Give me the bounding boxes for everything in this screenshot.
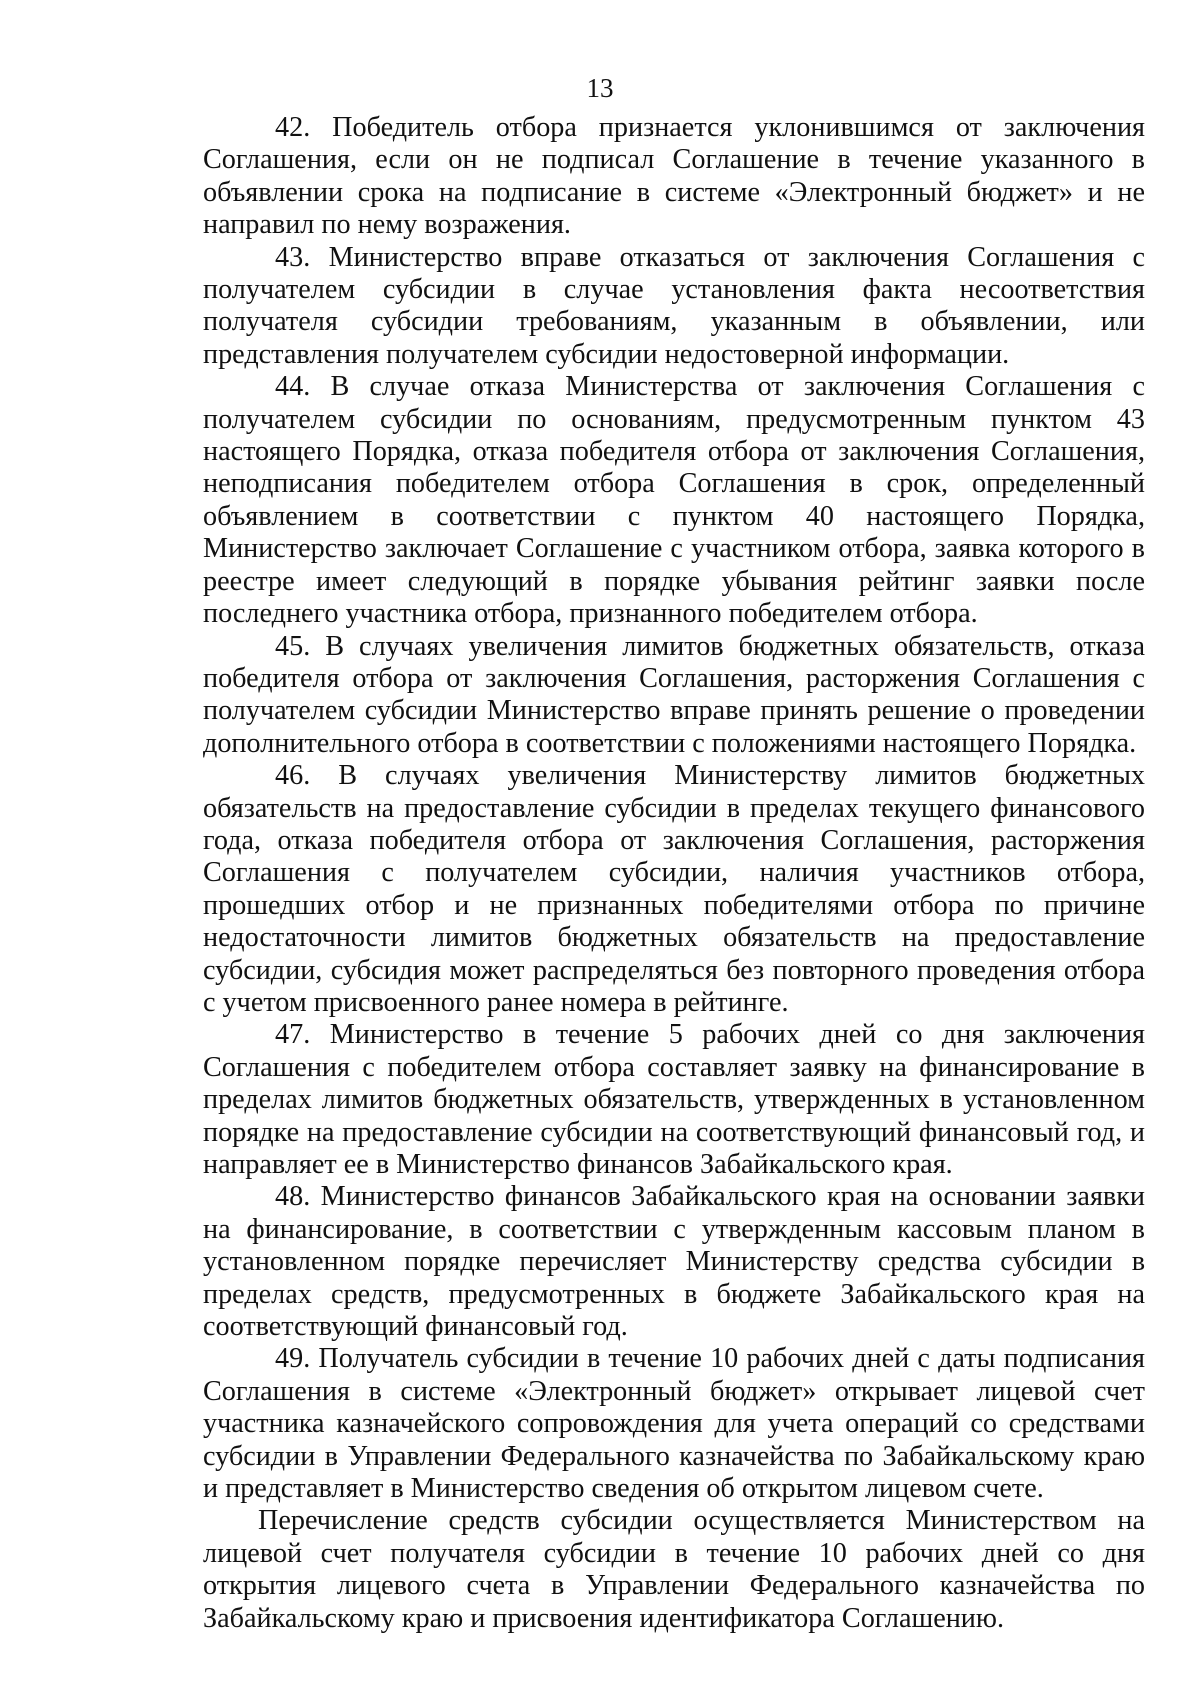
paragraph-47 bbox=[203, 1019, 1145, 1181]
paragraph-text: Победитель отбора признается уклонившимся от заключения Соглашения, если он не подписал Соглашение в течение указанного в объявлении срока на подписание в системе «Электронный бюджет» и не направил по нему возражения. bbox=[203, 112, 1145, 241]
paragraph-text: В случае отказа Министерства от заключения Соглашения с получателем субсидии по основаниям, предусмотренным пунктом 43 настоящего Порядка, отказа победителя отбора от заключения Соглашения, неподписания победителем отбора Соглашения в срок, определенный объявлением в соответствии с пунктом 40 настоящего Порядка, Министерство заключает Соглашение с участником отбора, заявка которого в реестре имеет следующий в порядке убывания рейтинг заявки после последнего участника отбора, признанного победителем отбора. bbox=[203, 371, 1145, 630]
document-body bbox=[203, 112, 1145, 1635]
paragraph-number: 49. bbox=[275, 1343, 311, 1375]
paragraph-42 bbox=[203, 112, 1145, 242]
paragraph-text: В случаях увеличения лимитов бюджетных обязательств, отказа победителя отбора от заключения Соглашения, расторжения Соглашения с получателем субсидии Министерство вправе принять решение о проведении дополнительного отбора в соответствии с положениями настоящего Порядка. bbox=[203, 630, 1145, 759]
paragraph-number: 46. bbox=[275, 760, 311, 792]
paragraph-46 bbox=[203, 760, 1145, 1019]
page-number: 13 bbox=[586, 73, 614, 103]
paragraph-number: 45. bbox=[275, 630, 311, 662]
paragraph-number: 43. bbox=[275, 241, 311, 273]
paragraph-number: 44. bbox=[275, 371, 311, 403]
paragraph-text: В случаях увеличения Министерству лимитов бюджетных обязательств на предоставление субсидии в пределах текущего финансового года, отказа победителя отбора от заключения Соглашения, расторжения Соглашения с получателем субсидии, наличия участников отбора, прошедших отбор и не признанных победителями отбора по причине недостаточности лимитов бюджетных обязательств на предоставление субсидии, субсидия может распределяться без повторного проведения отбора с учетом присвоенного ранее номера в рейтинге. bbox=[203, 760, 1146, 1018]
paragraph-text: Министерство вправе отказаться от заключения Соглашения с получателем субсидии в случае установления факта несоответствия получателя субсидии требованиям, указанным в объявлении, или представления получателем субсидии недостоверной информации. bbox=[203, 241, 1146, 370]
paragraph-number: 42. bbox=[275, 112, 311, 143]
paragraph-45 bbox=[203, 631, 1145, 761]
paragraph-text: Министерство финансов Забайкальского края на основании заявки на финансирование, в соответствии с утвержденным кассовым планом в установленном порядке перечисляет Министерству средства субсидии в пределах средств, предусмотренных в бюджете Забайкальского края на соответствующий финансовый год. bbox=[203, 1181, 1145, 1343]
paragraph-49 bbox=[203, 1343, 1145, 1505]
paragraph-text: Получатель субсидии в течение 10 рабочих дней с даты подписания Соглашения в системе «Электронный бюджет» открывает лицевой счет участника казначейского сопровождения для учета операций со средствами субсидии в Управлении Федерального казначейства по Забайкальскому краю и представляет в Министерство сведения об открытом лицевом счете. bbox=[203, 1343, 1145, 1505]
paragraph-transfer bbox=[203, 1505, 1145, 1635]
paragraph-43 bbox=[203, 242, 1145, 372]
paragraph-48 bbox=[203, 1181, 1145, 1343]
paragraph-text: Перечисление средств субсидии осуществляется Министерством на лицевой счет получателя субсидии в течение 10 рабочих дней со дня открытия лицевого счета в Управлении Федерального казначейства по Забайкальскому краю и присвоения идентификатора Соглашению. bbox=[203, 1505, 1145, 1634]
paragraph-number: 47. bbox=[275, 1019, 311, 1051]
paragraph-number: 48. bbox=[275, 1181, 311, 1213]
paragraph-text: Министерство в течение 5 рабочих дней со дня заключения Соглашения с победителем отбора составляет заявку на финансирование в пределах лимитов бюджетных обязательств, утвержденных в установленном порядке на предоставление субсидии на соответствующий финансовый год, и направляет ее в Министерство финансов Забайкальского края. bbox=[203, 1019, 1145, 1180]
paragraph-44 bbox=[203, 371, 1145, 630]
